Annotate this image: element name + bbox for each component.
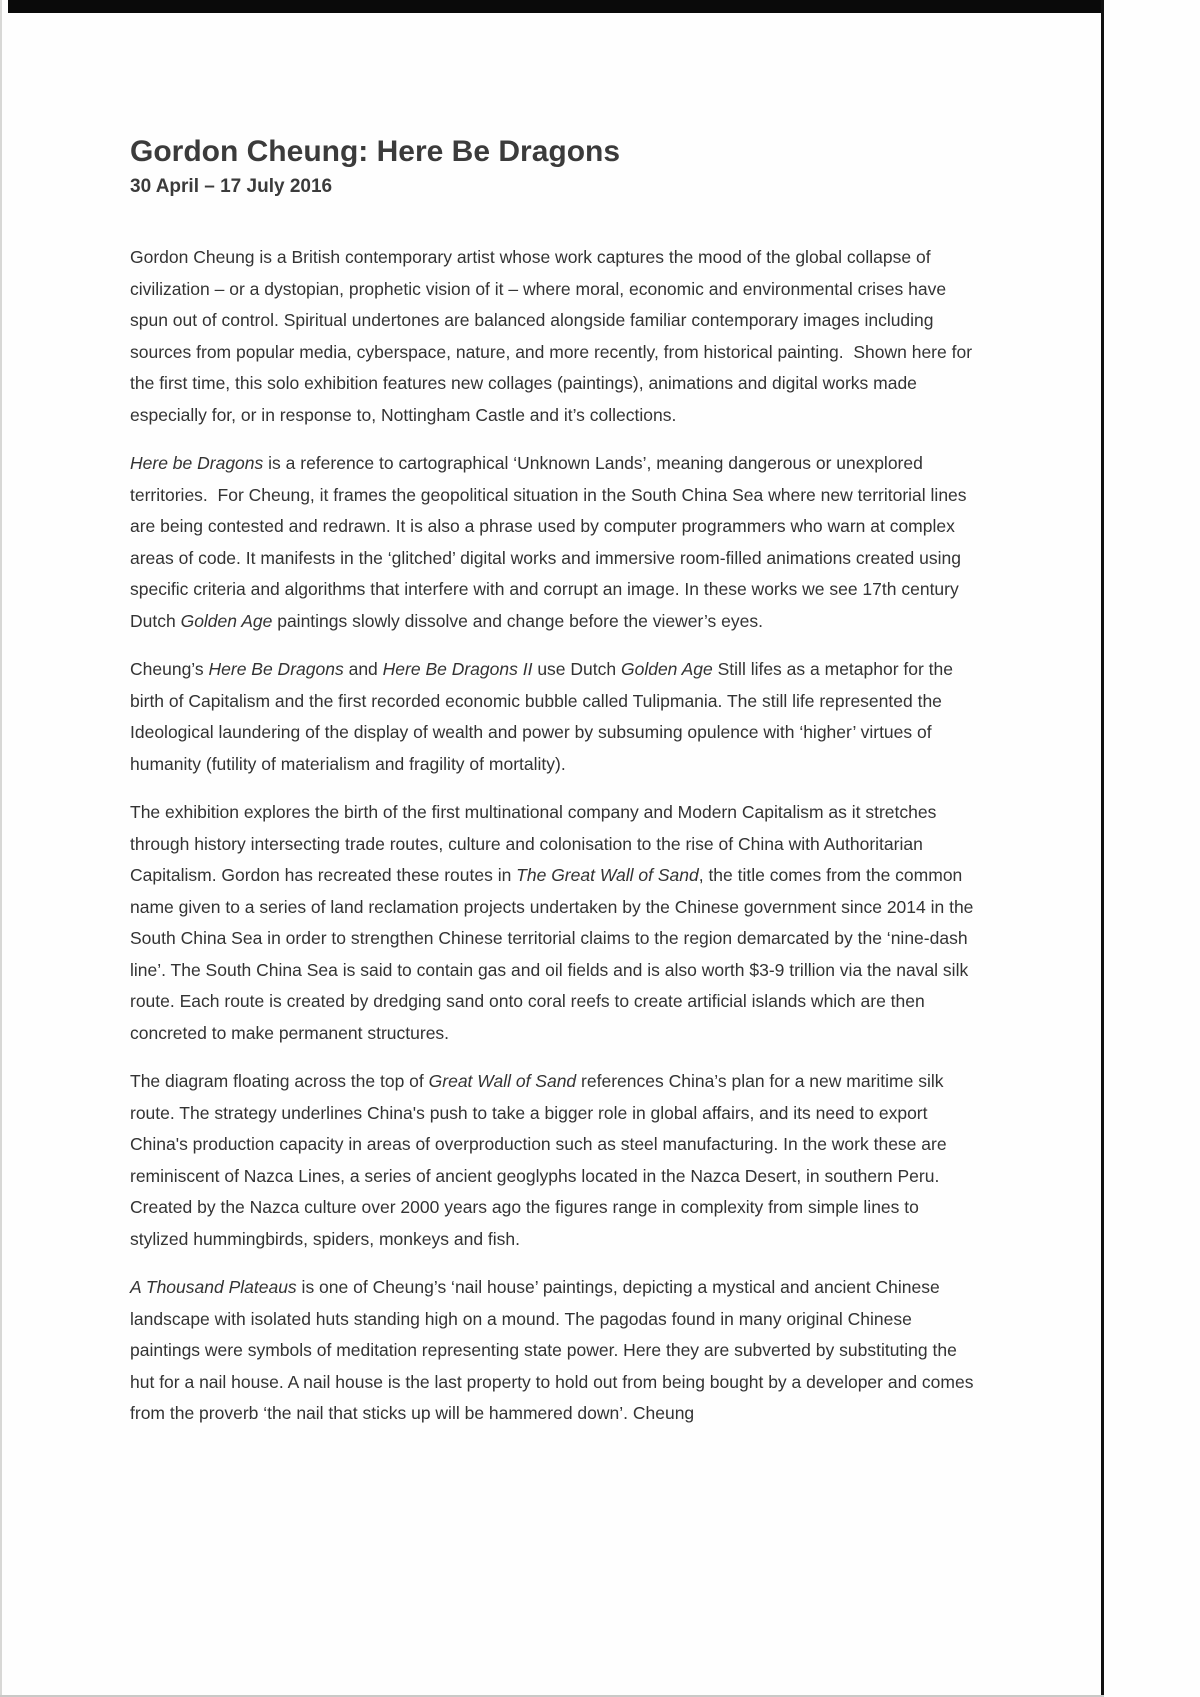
text-run: The diagram floating across the top of bbox=[130, 1071, 429, 1091]
paragraph bbox=[130, 1066, 975, 1255]
paragraph bbox=[130, 448, 975, 637]
text-run: Here be Dragons bbox=[130, 453, 264, 473]
text-run: Great Wall of Sand bbox=[428, 1071, 577, 1091]
text-run: paintings slowly dissolve and change before the viewer’s eyes. bbox=[272, 610, 763, 631]
text-run: Here Be Dragons II bbox=[382, 659, 533, 679]
scan-edge-top bbox=[8, 0, 1101, 13]
text-run: is a reference to cartographical ‘Unknown Lands’, meaning dangerous or unexplored territories. For Cheung, it frames the geopolitical situation in the South China Sea where new territorial lines are being contested and redrawn. It is also a phrase used by computer programmers who warn at complex areas of code. It manifests in the ‘glitched’ digital works and immersive room-filled animations created using specific criteria and algorithms that interfere with and corrupt an image. In these works we see 17th century Dutch bbox=[130, 453, 967, 631]
text-run: Still lifes as a metaphor for the birth of Capitalism and the first recorded economic bubble called Tulipmania. The still life represented the Ideological laundering of the display of wealth and power by subsuming opulence with ‘higher’ virtues of humanity (futility of materialism and fragility of mortality). bbox=[130, 659, 954, 774]
paragraph bbox=[130, 654, 975, 780]
text-run: Here Be Dragons bbox=[208, 659, 344, 679]
text-run: , the title comes from the common name given to a series of land reclamation projects undertaken by the Chinese government since 2014 in the South China Sea in order to strengthen Chinese territorial claims to the region demarcated by the ‘nine-dash line’. The South China Sea is said to contain gas and oil fields and is also worth $3-9 trillion via the naval silk route. Each route is created by dredging sand onto coral reefs to create artificial islands which are then concreted to make permanent structures. bbox=[130, 865, 974, 1043]
document-content bbox=[130, 135, 975, 1447]
text-run: The Great Wall of Sand bbox=[516, 865, 699, 885]
text-run: Gordon Cheung is a British contemporary artist whose work captures the mood of the global collapse of civilization – or a dystopian, prophetic vision of it – where moral, economic and environmental crises have spun out of control. Spiritual undertones are balanced alongside familiar contemporary images including sources from popular media, cyberspace, nature, and more recently, from historical painting. Shown here for the first time, this solo exhibition features new collages (paintings), animations and digital works made especially for, or in response to, Nottingham Castle and it’s collections. bbox=[130, 247, 973, 425]
text-run: Cheung’s bbox=[130, 659, 209, 679]
text-run: and bbox=[343, 659, 383, 679]
text-run: A Thousand Plateaus bbox=[130, 1277, 297, 1297]
text-run: use Dutch bbox=[532, 659, 621, 679]
paragraph bbox=[130, 797, 975, 1049]
exhibition-dates: 30 April – 17 July 2016 bbox=[130, 176, 333, 197]
text-run: Golden Age bbox=[180, 610, 273, 631]
text-run: Golden Age bbox=[620, 659, 713, 679]
text-run: The exhibition explores the birth of the first multinational company and Modern Capitalism as it stretches through history intersecting trade routes, culture and colonisation to the rise of China with Authoritarian Capitalism. Gordon has recreated these routes in bbox=[130, 802, 937, 885]
body-text bbox=[130, 242, 975, 1430]
page-title: Gordon Cheung: Here Be Dragons bbox=[130, 135, 621, 168]
text-run: references China’s plan for a new maritime silk route. The strategy underlines China's push to take a bigger role in global affairs, and its need to export China's production capacity in areas of overproduction such as steel manufacturing. In the work these are reminiscent of Nazca Lines, a series of ancient geoglyphs located in the Nazca Desert, in southern Peru. Created by the Nazca culture over 2000 years ago the figures range in complexity from simple lines to stylized hummingbirds, spiders, monkeys and fish. bbox=[130, 1071, 947, 1249]
scan-edge-right bbox=[1101, 0, 1104, 1697]
paragraph bbox=[130, 1272, 975, 1430]
paragraph bbox=[130, 242, 975, 431]
scan-edge-left bbox=[0, 0, 2, 1697]
text-run: is one of Cheung’s ‘nail house’ paintings, depicting a mystical and ancient Chinese landscape with isolated huts standing high on a mound. The pagodas found in many original Chinese paintings were symbols of meditation representing state power. Here they are subverted by substituting the hut for a nail house. A nail house is the last property to hold out from being bought by a developer and comes from the proverb ‘the nail that sticks up will be hammered down’. Cheung bbox=[130, 1277, 974, 1423]
